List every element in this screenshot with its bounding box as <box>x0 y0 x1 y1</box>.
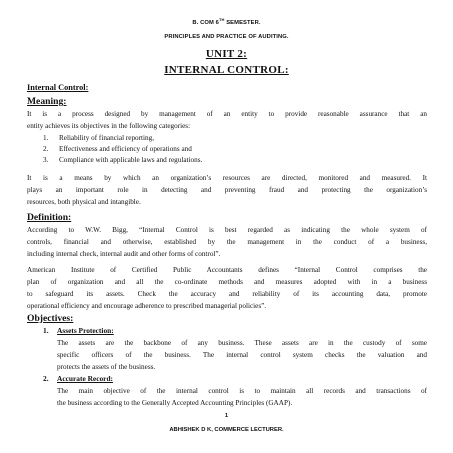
semester-header: B. COM 6TH SEMESTER. <box>192 17 261 26</box>
list-item: 2. Effectiveness and efficiency of operations and <box>43 145 192 153</box>
list-item: 3. Compliance with applicable laws and regulations. <box>43 156 203 164</box>
definition-heading: Definition: <box>27 212 72 223</box>
list-item: 1. Reliability of financial reporting, <box>43 134 155 142</box>
page-number: 1 <box>224 413 229 419</box>
section-heading: Internal Control: <box>27 83 89 92</box>
objective-heading: 1. Assets Protection: <box>43 326 114 335</box>
definition-aicpa: American Institute of Certified Public Accountants defines “Internal Control comprises the plan of organization and all the co-ordinate methods and measures adopted with in a business to safeguard its assets. Check the accuracy and reliability of its accounting data, promote operational efficiency and encourage adherence to prescribed managerial policies”. <box>27 266 427 310</box>
unit-title: UNIT 2: <box>205 48 248 60</box>
meaning-intro: It is a process designed by management of an entity to provide reasonable assurance that an entity achieves its objectives in the following categories: <box>27 110 427 130</box>
page-title: INTERNAL CONTROL: <box>164 64 289 76</box>
meaning-outro: It is a means by which an organization’s resources are directed, monitored and measured. It plays an important role in detecting and preventing fraud and protecting the organization’s resources, both physical and intangible. <box>27 174 427 206</box>
meaning-heading: Meaning: <box>27 96 67 107</box>
objective-heading: 2. Accurate Record: <box>43 374 114 383</box>
objective-body: The assets are the backbone of any business. These assets are in the custody of some specific officers of the business. The internal control system checks the valuation and protects the assets of the business. <box>57 339 427 371</box>
objectives-heading: Objectives: <box>27 313 74 324</box>
objective-body: The main objective of the internal control is to maintain all records and transactions of the business according to the Generally Accepted Accounting Principles (GAAP). <box>57 387 427 407</box>
footer-author: ABHISHEK D K, COMMERCE LECTURER. <box>169 427 284 433</box>
definition-bigg: According to W.W. Bigg, “Internal Control is best regarded as indicating the whole system of controls, financial and otherwise, established by the management in the conduct of a business, including internal check, internal audit and other forms of control”. <box>27 226 427 258</box>
subject-header: PRINCIPLES AND PRACTICE OF AUDITING. <box>164 34 289 40</box>
